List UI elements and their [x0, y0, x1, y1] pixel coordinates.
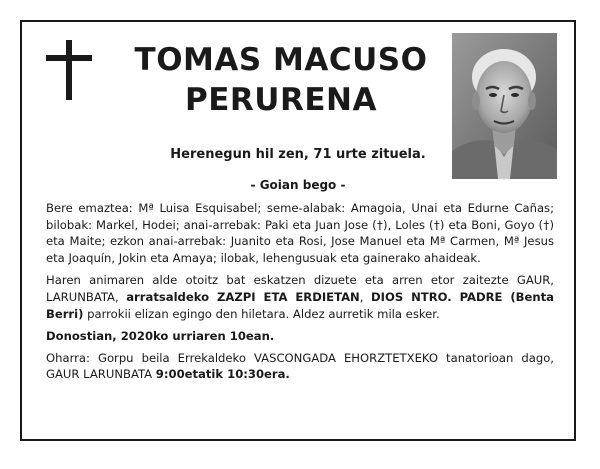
- invitation-church: DIOS NTRO. PADRE (Benta Berri): [46, 289, 554, 321]
- family-paragraph: Bere emaztea: Mª Luisa Esquisabel; seme-alabak: Amagoia, Unai eta Edurne Cañas; bilobak: Markel, Hodei; anai-arrebak: Paki eta Juan Jose (†), Loles (†) eta Boni, Goyo (†) eta Maite; ezkon anai-arrebak: Juanito eta Rosi, Jose Manuel eta Mª Carmen, Mª Jesus eta Joaquín, Jokin eta Amaya; ilobak, lehengusuak eta gainerako ahaideak.: [46, 201, 554, 265]
- name-line-1: TOMAS MACUSO: [134, 42, 428, 78]
- cross-icon: [46, 40, 92, 100]
- invitation-text-3: parrokii elizan egingo den hiletara. Aldez aurretik mila esker.: [83, 306, 440, 321]
- age-headline: Herenegun hil zen, 71 urte zituela.: [170, 147, 426, 162]
- name-line-2: PERURENA: [185, 82, 377, 118]
- invitation-paragraph: [46, 272, 554, 322]
- obituary-body: [46, 200, 554, 389]
- invitation-text-2: ,: [359, 289, 372, 304]
- notice-paragraph: [46, 350, 554, 383]
- invitation-time: arratsaldeko ZAZPI ETA ERDIETAN: [126, 289, 360, 304]
- rest-in-peace: - Goian bego -: [250, 178, 346, 192]
- place-date: Donostian, 2020ko urriaren 10ean.: [46, 329, 275, 344]
- notice-text: Oharra: Gorpu beila Errekaldeko VASCONGADA EHORZTETXEKO tanatorioan dago, GAUR LARUNBATA: [46, 350, 554, 382]
- invitation-text-1: Haren animaren alde otoitz bat eskatzen dizuete eta arren etor zaitezte GAUR, LARUNBATA,: [46, 273, 554, 304]
- deceased-name: [120, 40, 442, 120]
- notice-time: 9:00etatik 10:30era.: [155, 367, 290, 382]
